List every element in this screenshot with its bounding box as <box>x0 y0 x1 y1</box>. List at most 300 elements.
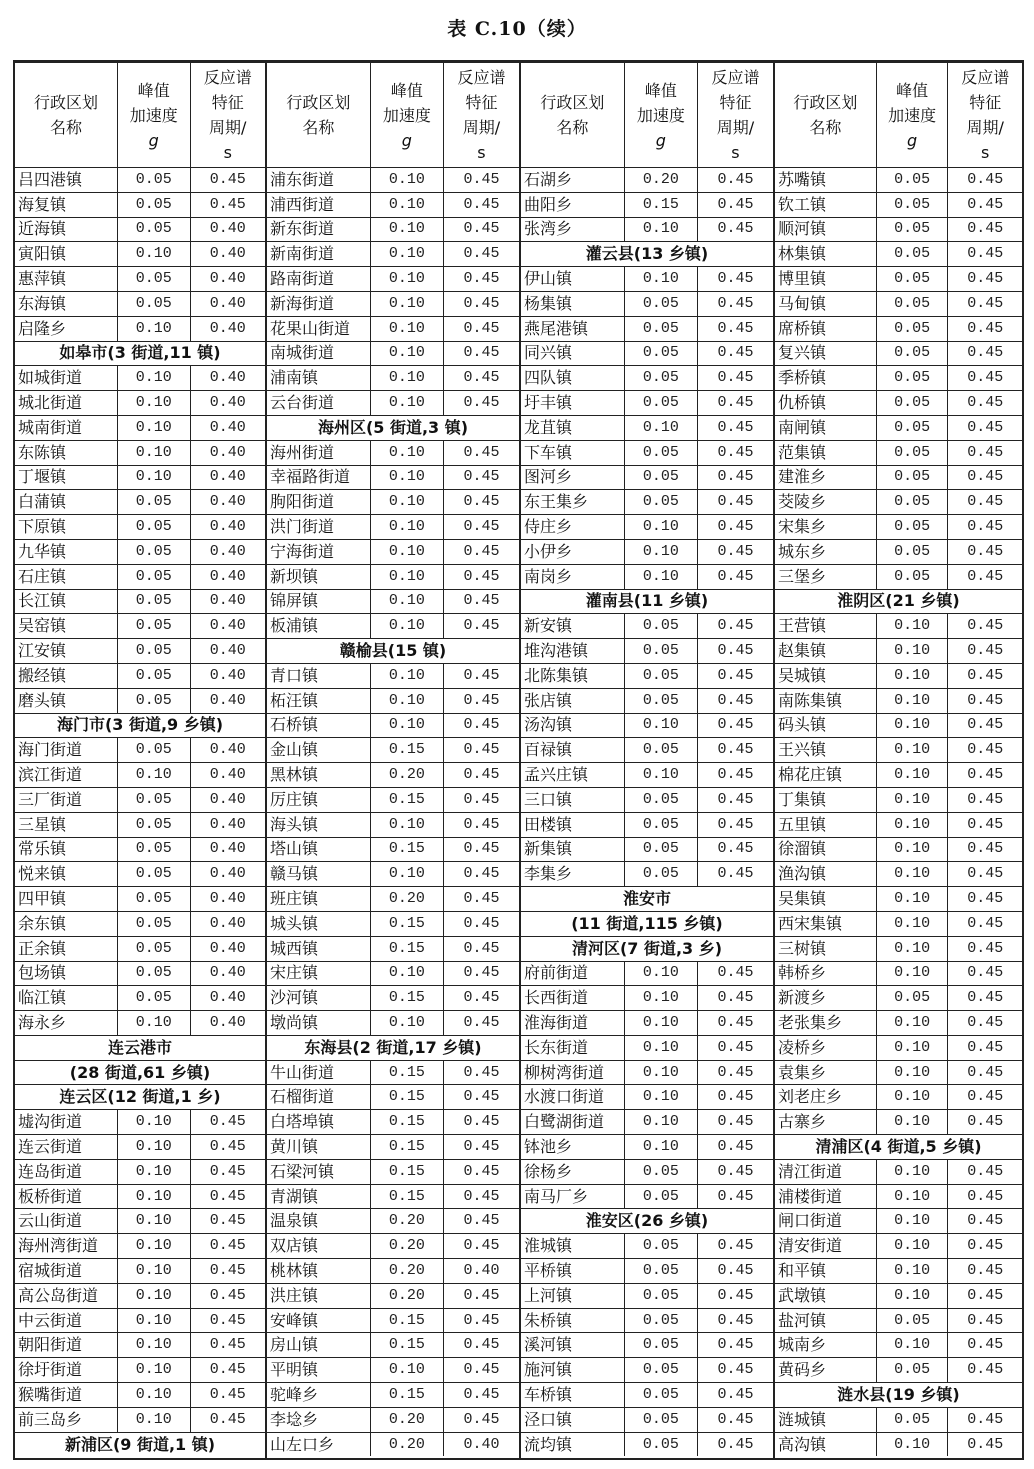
division-name-cell: 棉花庄镇 <box>775 763 876 788</box>
pga-cell: 0.10 <box>118 316 191 341</box>
table-row <box>775 440 1022 465</box>
pga-cell: 0.05 <box>624 1407 697 1432</box>
period-cell: 0.40 <box>190 887 265 912</box>
pga-cell: 0.10 <box>118 1259 191 1284</box>
division-name-cell: 苏嘴镇 <box>775 168 876 193</box>
table-row <box>15 242 265 267</box>
period-cell: 0.40 <box>190 1011 265 1036</box>
division-name-cell: 仇桥镇 <box>775 391 876 416</box>
table-row <box>267 614 519 639</box>
header-line: 反应谱 <box>203 68 252 87</box>
period-cell: 0.45 <box>948 614 1022 639</box>
pga-cell: 0.10 <box>370 341 443 366</box>
table-row <box>775 1159 1022 1184</box>
table-row <box>521 1011 773 1036</box>
division-name-cell: 云台街道 <box>267 391 370 416</box>
group-header-row <box>15 1432 265 1456</box>
table-row <box>15 391 265 416</box>
division-name-cell: 长东街道 <box>521 1035 624 1060</box>
pga-cell: 0.10 <box>118 465 191 490</box>
period-cell: 0.45 <box>190 168 265 193</box>
header-line: s <box>223 143 232 162</box>
table-row <box>267 713 519 738</box>
table-row <box>521 1035 773 1060</box>
table-row <box>15 1358 265 1383</box>
period-cell: 0.45 <box>190 1358 265 1383</box>
table-row <box>775 1259 1022 1284</box>
pga-cell: 0.10 <box>118 1209 191 1234</box>
period-cell: 0.45 <box>443 515 519 540</box>
period-cell: 0.45 <box>190 1135 265 1160</box>
pga-cell: 0.10 <box>624 1085 697 1110</box>
table-row <box>15 415 265 440</box>
division-name-cell: 黄码乡 <box>775 1358 876 1383</box>
table-row <box>267 1060 519 1085</box>
pga-cell: 0.05 <box>624 316 697 341</box>
pga-cell: 0.10 <box>876 936 948 961</box>
division-name-cell: 宋集乡 <box>775 515 876 540</box>
table-row <box>775 1110 1022 1135</box>
division-name-cell: 墟沟街道 <box>15 1110 118 1135</box>
pga-cell: 0.05 <box>624 291 697 316</box>
period-cell: 0.45 <box>443 341 519 366</box>
division-name-cell: 桃林镇 <box>267 1259 370 1284</box>
period-cell: 0.45 <box>948 192 1022 217</box>
period-cell: 0.45 <box>697 1308 773 1333</box>
period-cell: 0.45 <box>443 440 519 465</box>
period-cell: 0.45 <box>443 887 519 912</box>
division-name-cell: 渔沟镇 <box>775 862 876 887</box>
period-cell: 0.40 <box>190 614 265 639</box>
pga-cell: 0.05 <box>624 738 697 763</box>
table-row <box>521 614 773 639</box>
header-line: g <box>401 130 412 150</box>
period-cell: 0.45 <box>190 1407 265 1432</box>
period-cell: 0.45 <box>190 1383 265 1408</box>
period-cell: 0.45 <box>697 763 773 788</box>
table-row <box>267 663 519 688</box>
header-line: 加速度 <box>129 105 178 125</box>
pga-cell: 0.05 <box>118 688 191 713</box>
period-cell: 0.45 <box>948 738 1022 763</box>
pga-cell: 0.10 <box>370 539 443 564</box>
period-cell: 0.40 <box>190 391 265 416</box>
division-name-cell: 季桥镇 <box>775 366 876 391</box>
table-row <box>521 1060 773 1085</box>
table-row <box>15 515 265 540</box>
header-line: 峰值 <box>390 80 423 100</box>
pga-cell: 0.10 <box>370 663 443 688</box>
pga-cell: 0.10 <box>876 688 948 713</box>
header-line: s <box>477 143 486 162</box>
pga-cell: 0.15 <box>370 1159 443 1184</box>
pga-cell: 0.05 <box>624 465 697 490</box>
table-row <box>15 812 265 837</box>
header-row <box>267 63 519 168</box>
header-line: 反应谱 <box>457 68 506 87</box>
table-row <box>267 539 519 564</box>
division-name-cell: 侍庄乡 <box>521 515 624 540</box>
division-name-cell: 幸福路街道 <box>267 465 370 490</box>
table-row <box>775 986 1022 1011</box>
division-name-cell: 寅阳镇 <box>15 242 118 267</box>
division-name-cell: 建淮乡 <box>775 465 876 490</box>
division-name-cell: 石湖乡 <box>521 168 624 193</box>
period-cell: 0.40 <box>190 639 265 664</box>
table-row <box>15 1407 265 1432</box>
pga-cell: 0.05 <box>118 738 191 763</box>
group-header-row <box>521 887 773 912</box>
pga-cell: 0.05 <box>118 539 191 564</box>
division-name-cell: 石桥镇 <box>267 713 370 738</box>
name-header <box>775 63 876 168</box>
pga-cell: 0.20 <box>370 1432 443 1456</box>
period-cell: 0.45 <box>948 391 1022 416</box>
period-cell: 0.45 <box>948 465 1022 490</box>
table-row <box>15 837 265 862</box>
division-name-cell: 洪门街道 <box>267 515 370 540</box>
table-row <box>775 614 1022 639</box>
pga-cell: 0.05 <box>876 316 948 341</box>
pga-cell: 0.20 <box>370 1283 443 1308</box>
pga-cell: 0.10 <box>876 1110 948 1135</box>
period-cell: 0.45 <box>443 242 519 267</box>
group-heading-cell: 东海县(2 街道,17 乡镇) <box>267 1035 519 1060</box>
header-line: 特征 <box>465 93 498 112</box>
group-heading-cell: (11 街道,115 乡镇) <box>521 911 773 936</box>
division-name-cell: 安峰镇 <box>267 1308 370 1333</box>
table-row <box>267 440 519 465</box>
table-row <box>15 490 265 515</box>
header-line: 峰值 <box>137 80 170 100</box>
period-header <box>190 63 265 168</box>
period-cell: 0.45 <box>443 1407 519 1432</box>
pga-cell: 0.10 <box>370 192 443 217</box>
table-row <box>15 1184 265 1209</box>
period-cell: 0.45 <box>443 986 519 1011</box>
table-row <box>775 564 1022 589</box>
period-cell: 0.40 <box>190 589 265 614</box>
period-cell: 0.45 <box>443 1110 519 1135</box>
period-cell: 0.45 <box>697 738 773 763</box>
pga-cell: 0.05 <box>118 639 191 664</box>
pga-cell: 0.10 <box>370 1358 443 1383</box>
table-row <box>521 366 773 391</box>
division-name-cell: 朐阳街道 <box>267 490 370 515</box>
period-cell: 0.40 <box>190 366 265 391</box>
pga-cell: 0.10 <box>624 217 697 242</box>
division-name-cell: 百禄镇 <box>521 738 624 763</box>
pga-cell: 0.15 <box>370 1110 443 1135</box>
pga-cell: 0.05 <box>118 564 191 589</box>
period-cell: 0.45 <box>948 1011 1022 1036</box>
division-name-cell: 下原镇 <box>15 515 118 540</box>
table-row <box>15 168 265 193</box>
table-row <box>15 614 265 639</box>
division-name-cell: 包场镇 <box>15 961 118 986</box>
period-cell: 0.45 <box>697 614 773 639</box>
pga-cell: 0.10 <box>624 564 697 589</box>
period-cell: 0.40 <box>190 837 265 862</box>
period-cell: 0.45 <box>443 1184 519 1209</box>
pga-cell: 0.05 <box>624 614 697 639</box>
pga-cell: 0.10 <box>876 1011 948 1036</box>
period-cell: 0.45 <box>948 1333 1022 1358</box>
division-name-cell: 汤沟镇 <box>521 713 624 738</box>
period-cell: 0.40 <box>443 1432 519 1456</box>
table-title: 表 C.10（续） <box>447 18 587 40</box>
group-heading-cell: 灌云县(13 乡镇) <box>521 242 773 267</box>
table-row <box>15 1135 265 1160</box>
header-line: 周期/ <box>966 118 1004 137</box>
table-row <box>775 688 1022 713</box>
pga-cell: 0.05 <box>624 366 697 391</box>
table-row <box>267 787 519 812</box>
header-line: 峰值 <box>644 80 677 100</box>
pga-cell: 0.10 <box>876 1184 948 1209</box>
division-name-cell: 吴集镇 <box>775 887 876 912</box>
period-cell: 0.40 <box>190 539 265 564</box>
division-name-cell: 海州街道 <box>267 440 370 465</box>
pga-cell: 0.05 <box>624 1234 697 1259</box>
division-name-cell: 车桥镇 <box>521 1383 624 1408</box>
group-header-row <box>775 589 1022 614</box>
division-name-cell: 塔山镇 <box>267 837 370 862</box>
period-cell: 0.45 <box>697 639 773 664</box>
table-row <box>775 887 1022 912</box>
pga-cell: 0.20 <box>370 887 443 912</box>
pga-header <box>624 63 697 168</box>
header-line: 名称 <box>49 118 82 137</box>
table-row <box>775 1283 1022 1308</box>
division-name-cell: 南城街道 <box>267 341 370 366</box>
division-name-cell: 博里镇 <box>775 267 876 292</box>
table-row <box>521 787 773 812</box>
period-cell: 0.45 <box>697 539 773 564</box>
division-name-cell: 宋庄镇 <box>267 961 370 986</box>
pga-cell: 0.05 <box>118 837 191 862</box>
table-row <box>521 515 773 540</box>
pga-cell: 0.05 <box>876 366 948 391</box>
table-row <box>521 1432 773 1456</box>
period-cell: 0.45 <box>697 1407 773 1432</box>
division-name-cell: 高沟镇 <box>775 1432 876 1456</box>
period-cell: 0.45 <box>697 515 773 540</box>
division-name-cell: 吴窑镇 <box>15 614 118 639</box>
division-name-cell: 张店镇 <box>521 688 624 713</box>
division-name-cell: 范集镇 <box>775 440 876 465</box>
table-row <box>775 415 1022 440</box>
period-cell: 0.45 <box>948 1184 1022 1209</box>
division-name-cell: 徐杨乡 <box>521 1159 624 1184</box>
table-row <box>267 391 519 416</box>
table-row <box>521 862 773 887</box>
pga-cell: 0.05 <box>876 440 948 465</box>
period-cell: 0.45 <box>443 217 519 242</box>
group-header-row <box>521 589 773 614</box>
table-row <box>775 1011 1022 1036</box>
period-cell: 0.45 <box>948 242 1022 267</box>
division-name-cell: 清安街道 <box>775 1234 876 1259</box>
period-cell: 0.45 <box>697 217 773 242</box>
period-cell: 0.40 <box>190 217 265 242</box>
table-row <box>775 539 1022 564</box>
table-row <box>267 242 519 267</box>
period-cell: 0.45 <box>443 1358 519 1383</box>
header-line: 周期/ <box>209 118 247 137</box>
division-name-cell: 九华镇 <box>15 539 118 564</box>
pga-cell: 0.05 <box>624 688 697 713</box>
header-line: 反应谱 <box>711 68 760 87</box>
division-name-cell: 正余镇 <box>15 936 118 961</box>
pga-cell: 0.10 <box>624 763 697 788</box>
table-row <box>521 1184 773 1209</box>
division-name-cell: 宁海街道 <box>267 539 370 564</box>
table-row <box>775 713 1022 738</box>
pga-cell: 0.05 <box>876 539 948 564</box>
division-name-cell: 淮城镇 <box>521 1234 624 1259</box>
pga-cell: 0.10 <box>876 887 948 912</box>
table-row <box>15 911 265 936</box>
pga-cell: 0.10 <box>370 391 443 416</box>
group-header-row <box>15 1035 265 1060</box>
division-name-cell: 城南乡 <box>775 1333 876 1358</box>
division-name-cell: 温泉镇 <box>267 1209 370 1234</box>
pga-cell: 0.10 <box>624 515 697 540</box>
period-cell: 0.40 <box>190 763 265 788</box>
table-row <box>521 415 773 440</box>
division-name-cell: 山左口乡 <box>267 1432 370 1456</box>
table-row <box>267 1432 519 1456</box>
pga-cell: 0.15 <box>370 1135 443 1160</box>
pga-cell: 0.10 <box>370 564 443 589</box>
pga-cell: 0.10 <box>370 862 443 887</box>
division-name-cell: 涟城镇 <box>775 1407 876 1432</box>
period-cell: 0.45 <box>697 713 773 738</box>
period-cell: 0.45 <box>697 1432 773 1456</box>
period-cell: 0.45 <box>443 738 519 763</box>
pga-cell: 0.10 <box>624 961 697 986</box>
table-row <box>521 738 773 763</box>
period-cell: 0.40 <box>190 936 265 961</box>
division-name-cell: 泾口镇 <box>521 1407 624 1432</box>
table-row <box>267 763 519 788</box>
table-row <box>15 539 265 564</box>
period-cell: 0.45 <box>443 1209 519 1234</box>
division-name-cell: 五里镇 <box>775 812 876 837</box>
period-cell: 0.45 <box>948 663 1022 688</box>
table-row <box>521 440 773 465</box>
division-name-cell: 白蒲镇 <box>15 490 118 515</box>
division-name-cell: 启隆乡 <box>15 316 118 341</box>
period-cell: 0.45 <box>948 1085 1022 1110</box>
table-row <box>775 168 1022 193</box>
period-cell: 0.45 <box>697 663 773 688</box>
pga-cell: 0.10 <box>118 763 191 788</box>
pga-cell: 0.10 <box>118 1283 191 1308</box>
division-name-cell: 浦西街道 <box>267 192 370 217</box>
division-name-cell: 四甲镇 <box>15 887 118 912</box>
pga-cell: 0.05 <box>118 986 191 1011</box>
pga-cell: 0.10 <box>118 391 191 416</box>
header-line: 行政区划 <box>540 93 605 112</box>
table-row <box>15 291 265 316</box>
division-name-cell: 古寨乡 <box>775 1110 876 1135</box>
division-name-cell: 长西街道 <box>521 986 624 1011</box>
table-row <box>15 267 265 292</box>
period-cell: 0.45 <box>443 168 519 193</box>
division-name-cell: 东陈镇 <box>15 440 118 465</box>
pga-cell: 0.10 <box>876 1060 948 1085</box>
period-cell: 0.45 <box>190 192 265 217</box>
period-cell: 0.45 <box>443 391 519 416</box>
table-row <box>521 663 773 688</box>
period-cell: 0.45 <box>443 812 519 837</box>
table-row <box>267 589 519 614</box>
division-name-cell: 海州湾街道 <box>15 1234 118 1259</box>
division-name-cell: 房山镇 <box>267 1333 370 1358</box>
pga-cell: 0.10 <box>876 1159 948 1184</box>
period-cell: 0.45 <box>697 812 773 837</box>
table-row <box>521 763 773 788</box>
division-name-cell: 李集乡 <box>521 862 624 887</box>
period-cell: 0.45 <box>443 465 519 490</box>
division-name-cell: 临江镇 <box>15 986 118 1011</box>
period-cell: 0.45 <box>190 1259 265 1284</box>
pga-cell: 0.05 <box>118 267 191 292</box>
group-heading-cell: 涟水县(19 乡镇) <box>775 1383 1022 1408</box>
table-block-3 <box>519 60 775 1460</box>
table-row <box>521 1259 773 1284</box>
table-row <box>775 961 1022 986</box>
table-row <box>521 316 773 341</box>
group-heading-cell: 清浦区(4 街道,5 乡镇) <box>775 1135 1022 1160</box>
division-name-cell: 云山街道 <box>15 1209 118 1234</box>
pga-cell: 0.05 <box>118 862 191 887</box>
division-name-cell: 常乐镇 <box>15 837 118 862</box>
pga-cell: 0.05 <box>118 291 191 316</box>
table-row <box>267 1159 519 1184</box>
period-cell: 0.40 <box>190 986 265 1011</box>
pga-cell: 0.10 <box>118 1234 191 1259</box>
period-cell: 0.45 <box>443 1383 519 1408</box>
table-row <box>267 1407 519 1432</box>
group-header-row <box>15 1060 265 1085</box>
division-name-cell: 石庄镇 <box>15 564 118 589</box>
table-row <box>775 515 1022 540</box>
table-row <box>267 490 519 515</box>
period-cell: 0.45 <box>443 837 519 862</box>
group-heading-cell: 连云港市 <box>15 1035 265 1060</box>
division-name-cell: 南马厂乡 <box>521 1184 624 1209</box>
period-cell: 0.40 <box>190 267 265 292</box>
period-cell: 0.45 <box>948 911 1022 936</box>
table-row <box>775 192 1022 217</box>
division-name-cell: 猴嘴街道 <box>15 1383 118 1408</box>
name-header <box>521 63 624 168</box>
period-cell: 0.45 <box>443 787 519 812</box>
pga-cell: 0.10 <box>876 1085 948 1110</box>
pga-cell: 0.05 <box>624 1333 697 1358</box>
pga-cell: 0.15 <box>624 192 697 217</box>
group-heading-cell: 赣榆县(15 镇) <box>267 639 519 664</box>
pga-cell: 0.20 <box>370 1407 443 1432</box>
period-cell: 0.45 <box>697 391 773 416</box>
division-name-cell: 四队镇 <box>521 366 624 391</box>
division-name-cell: 龙苴镇 <box>521 415 624 440</box>
division-name-cell: 钵池乡 <box>521 1135 624 1160</box>
group-header-row <box>521 1209 773 1234</box>
